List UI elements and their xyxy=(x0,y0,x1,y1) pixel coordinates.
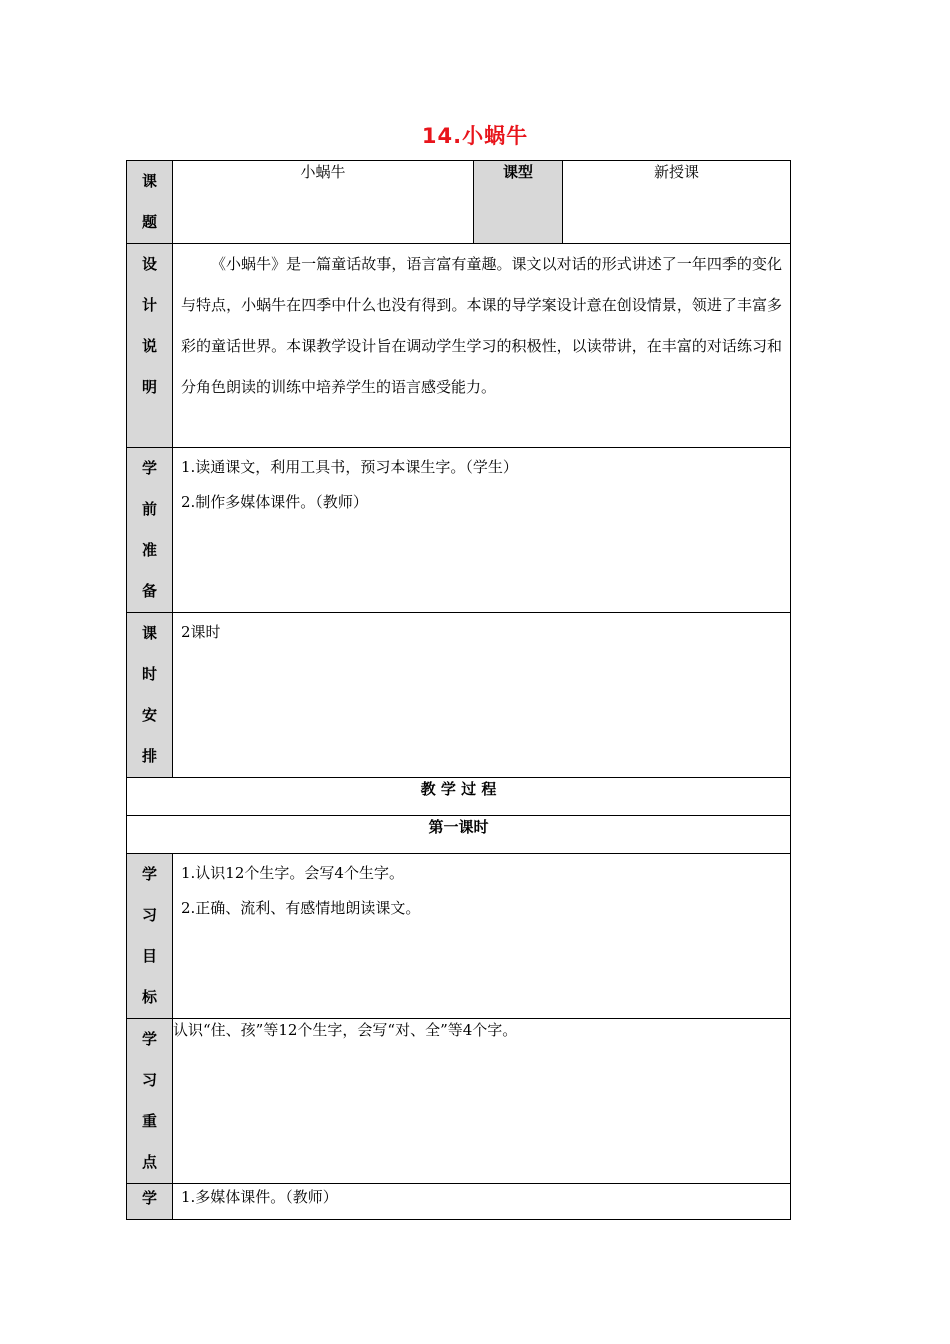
type-label: 课型 xyxy=(474,161,563,244)
lesson-plan-table xyxy=(126,160,791,1220)
goal-item: 1.认识12个生字。会写4个生字。 xyxy=(181,864,404,882)
topic-label xyxy=(127,161,172,243)
label-char: 点 xyxy=(141,1153,157,1171)
prep-item: 2.制作多媒体课件。（教师） xyxy=(181,493,368,511)
label-char: 说 xyxy=(141,337,157,355)
prep2-label xyxy=(127,1184,172,1212)
goals-list-cell xyxy=(173,854,791,1019)
goal-item: 2.正确、流利、有感情地朗读课文。 xyxy=(181,899,421,917)
lesson-heading: 第一课时 xyxy=(127,816,791,854)
label-char: 重 xyxy=(141,1112,157,1130)
page-title: 14.小蜗牛 xyxy=(421,124,529,148)
label-char: 备 xyxy=(141,582,157,600)
prep-list-cell xyxy=(173,448,791,613)
prep-label-cell xyxy=(127,448,173,613)
topic-label-cell xyxy=(127,161,173,244)
type-value: 新授课 xyxy=(563,161,791,244)
label-char: 习 xyxy=(141,906,157,924)
label-char: 习 xyxy=(141,1071,157,1089)
label-char: 课 xyxy=(141,172,157,190)
schedule-label xyxy=(127,613,172,777)
goals-row xyxy=(127,854,791,1019)
prep2-list-cell xyxy=(173,1184,791,1220)
label-char: 学 xyxy=(141,459,157,477)
lesson-heading-row xyxy=(127,816,791,854)
design-text: 《小蜗牛》是一篇童话故事，语言富有童趣。课文以对话的形式讲述了一年四季的变化与特点，小蜗牛在四季中什么也没有得到。本课的导学案设计意在创设情景，领进了丰富多彩的童话世界。本课教学设计旨在调动学生学习的积极性，以读带讲，在丰富的对话练习和分角色朗读的训练中培养学生的语言感受能力。 xyxy=(181,255,782,396)
label-char: 明 xyxy=(141,378,157,396)
label-char: 计 xyxy=(141,296,157,314)
label-char: 课 xyxy=(141,624,157,642)
key-points-label xyxy=(127,1019,172,1183)
prep-label xyxy=(127,448,172,612)
schedule-text: 2课时 xyxy=(181,623,221,641)
process-heading-row xyxy=(127,778,791,816)
label-char: 学 xyxy=(141,1030,157,1048)
design-label xyxy=(127,244,172,408)
prep-list xyxy=(173,448,790,522)
design-row xyxy=(127,244,791,448)
schedule-row xyxy=(127,613,791,778)
label-char: 安 xyxy=(141,706,157,724)
design-text-cell xyxy=(173,244,791,448)
label-char: 排 xyxy=(141,747,157,765)
topic-row xyxy=(127,161,791,244)
label-char: 时 xyxy=(141,665,157,683)
label-char: 前 xyxy=(141,500,157,518)
label-char: 题 xyxy=(141,213,157,231)
label-char: 标 xyxy=(141,988,157,1006)
label-char: 学 xyxy=(141,865,157,883)
label-char: 学 xyxy=(141,1189,157,1207)
prep-row xyxy=(127,448,791,613)
prep-item: 1.读通课文，利用工具书，预习本课生字。（学生） xyxy=(181,458,518,476)
goals-label xyxy=(127,854,172,1018)
key-points-text: 认识“住、孩”等12个生字，会写“对、全”等4个字。 xyxy=(173,1019,791,1184)
prep2-row xyxy=(127,1184,791,1220)
schedule-label-cell xyxy=(127,613,173,778)
key-points-label-cell xyxy=(127,1019,173,1184)
design-label-cell xyxy=(127,244,173,448)
process-heading: 教 学 过 程 xyxy=(127,778,791,816)
key-points-row xyxy=(127,1019,791,1184)
prep2-item: 1.多媒体课件。（教师） xyxy=(181,1188,338,1206)
goals-label-cell xyxy=(127,854,173,1019)
schedule-text-cell xyxy=(173,613,791,778)
label-char: 目 xyxy=(141,947,157,965)
label-char: 设 xyxy=(141,255,157,273)
topic-value: 小蜗牛 xyxy=(173,161,474,244)
prep2-list xyxy=(173,1184,790,1212)
label-char: 准 xyxy=(141,541,157,559)
schedule-list xyxy=(173,613,790,652)
goals-list xyxy=(173,854,790,928)
prep2-label-cell xyxy=(127,1184,173,1220)
